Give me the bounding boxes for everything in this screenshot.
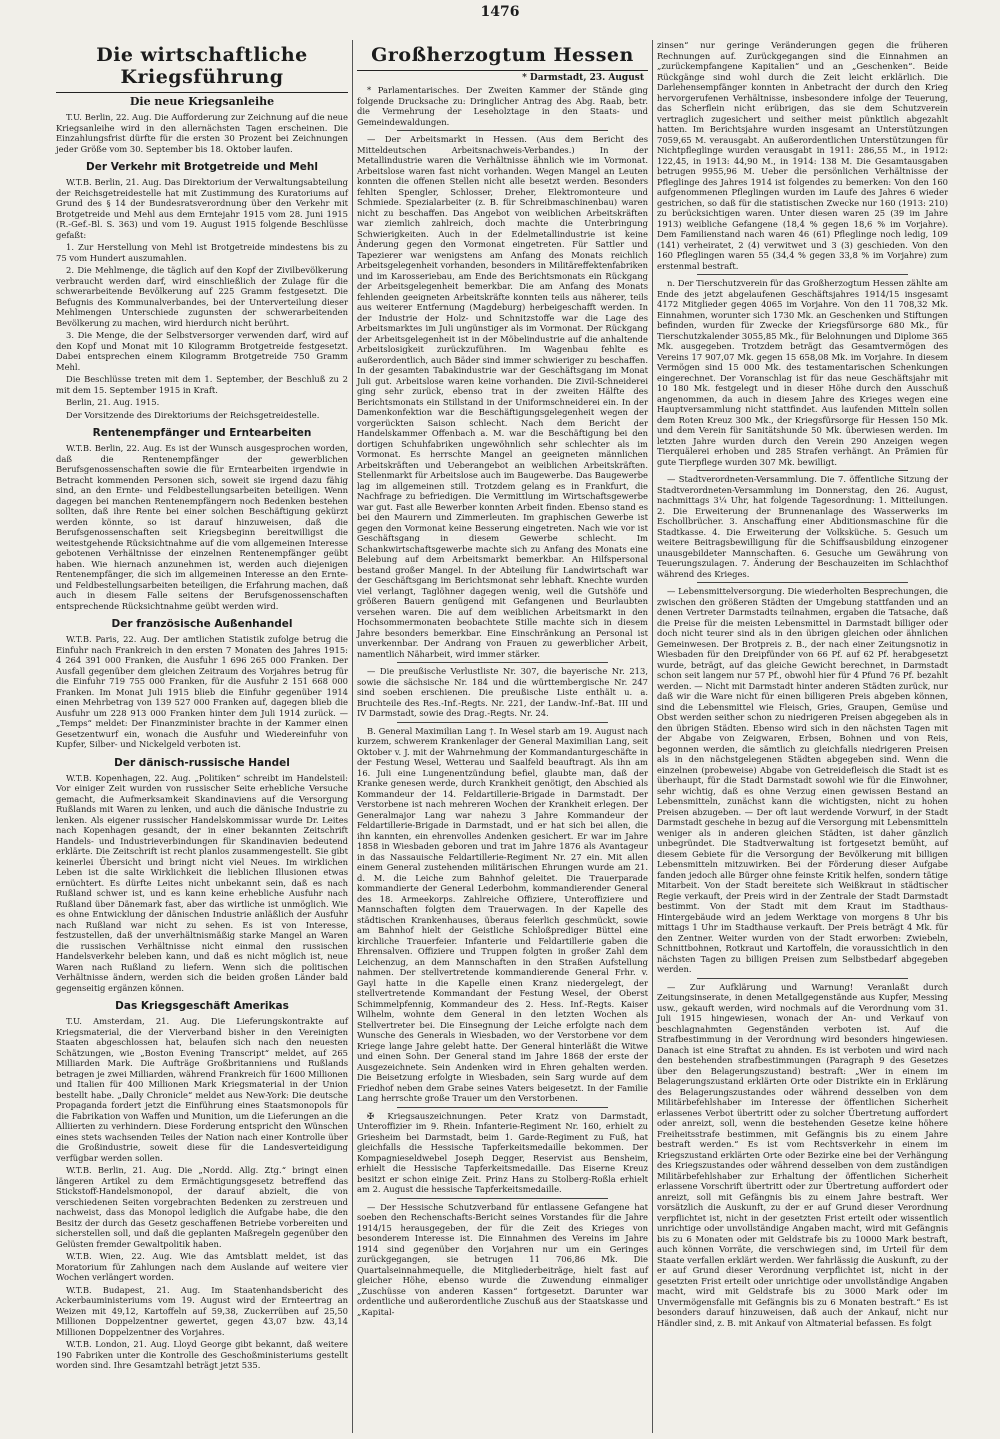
article-paragraph: W.T.B. Berlin, 22. Aug. Es ist der Wunsch ausgesprochen worden, daß die Rentenempfänger der gewerblichen Berufsgenossenschaften sowie die für Erntearbeiten irgendwie in Betracht kommenden Personen sich, soweit sie irgend dazu fähig sind, an den Ernte- und Feldbestellungsarbeiten beteiligen. Wenn dagegen bei manchen Rentenempfängern noch Bedenken bestehen sollten, daß ihre Rente bei einer solchen Beschäftigung gekürzt werden könnte, so ist darauf hinzuweisen, daß die Berufsgenossenschaften seit Kriegsbeginn bereitwilligst die weitestgehende Rücksichtnahme auf die vom allgemeinen Interesse gebotenen Verhältnisse der einzelnen Rentenempfänger geübt haben. Wie hiernach anzunehmen ist, werden auch diejenigen Rentenempfänger, die sich im allgemeinen Interesse an den Ernte- und Feldbestellungsarbeiten beteiligen, die Erfahrung machen, daß auch in diesem Falle seitens der Berufsgenossenschaften entsprechende Rücksichtnahme geübt werden wird.: [56, 443, 348, 611]
article-paragraph: W.T.B. Kopenhagen, 22. Aug. „Politiken“ schreibt im Handelsteil: Vor einiger Zeit wurden von russischer Seite erhebliche Versuche gemacht, die Aufmerksamkeit Skandinaviens auf die Versorgung Rußlands mit Waren zu lenken, und auch die dänische Industrie zu lenken. Als eigener russischer Handelskommissar wurde Dr. Leites nach Kopenhagen gesandt, der in einer bekannten Zeitschrift Handels- und Industrieverbindungen für Skandinavien bedeutend erklärte. Die Zeitschrift ist recht planlos zusammengestellt. Sie gibt keinerlei Übersicht und bringt nicht viel Neues. Im wirklichen Leben ist die salte Wirklichkeit die lieblichen Illusionen etwas ernüchtert. Es dürfte Leites nicht unbekannt sein, daß es nach Rußland schwer ist, und es kann keine erhebliche Ausfuhr nach Rußland über Dänemark fast, aber das wirtliche ist unmöglich. Wie es ohne Entwicklung der dänischen Industrie anläßlich der Ausfuhr nach Rußland war nicht zu sehen. Es ist von Interesse, festzustellen, daß der unverhältnismäßig starke Mangel an Waren die russischen Verhältnisse nicht einmal den russischen Handelsverkehr beleben kann, und daß es nicht möglich ist, neue Waren nach Rußland zu liefern. Wenn sich die politischen Verhältnisse ändern, werden sich die beiden großen Länder bald gegenseitig ergänzen können.: [56, 772, 348, 993]
article-paragraph: 3. Die Menge, die der Selbstversorger verwenden darf, wird auf den Kopf und Monat mit 10 Kilogramm Brotgetreide festgesetzt. Dabei entsprechen einem Kilogramm Brotgetreide 750 Gramm Mehl.: [56, 330, 348, 372]
section-title-war-economy: Die wirtschaftliche Kriegsführung: [56, 44, 348, 93]
article-paragraph: W.T.B. Berlin, 21. Aug. Die „Nordd. Allg. Ztg.“ bringt einen längeren Artikel zu dem Ermächtigungsgesetz betreffend das Stickstoff-Handelsmonopol, der darauf abzielt, die von verschiedenen Seiten vorgebrachten Bedenken zu zerstreuen und nachweist, dass das Monopol lediglich die Aufgabe habe, die den Besitz der durch das Gesetz geschaffenen Betriebe vorbereiten und sicherstellen soll, und daß die geplanten Maßregeln gegenüber den Gelüsten fremder Gewaltpolitik haben.: [56, 1165, 348, 1249]
article-paragraph: W.T.B. London, 21. Aug. Lloyd George gibt bekannt, daß weitere 190 Fabriken unter die Kontrolle des Geschoßministeriums gestellt worden sind. Ihre Gesamtzahl beträgt jetzt 535.: [56, 1339, 348, 1370]
divider: [397, 722, 608, 723]
divider: [697, 978, 908, 979]
divider: [397, 130, 608, 131]
article-paragraph: W.T.B. Wien, 22. Aug. Wie das Amtsblatt meldet, ist das Moratorium für Zahlungen nach dem Auslande auf weitere vier Wochen verlängert worden.: [56, 1251, 348, 1282]
article-paragraph: W.T.B. Berlin, 21. Aug. Das Direktorium der Verwaltungsabteilung der Reichsgetreidestelle hat mit Zustimmung des Kuratoriums auf Grund des § 14 der Bundesratsverordnung über den Verkehr mit Brotgetreide und Mehl aus dem Erntejahr 1915 vom 28. Juni 1915 (R.-Gef.-Bl. S. 363) und vom 19. August 1915 folgende Beschlüsse gefaßt:: [56, 177, 348, 240]
columns: [52, 40, 970, 1433]
article-paragraph: — Der Arbeitsmarkt in Hessen. (Aus dem Bericht des Mitteldeutschen Arbeitsnachweis-Verbandes.) In der Metallindustrie waren die Verhältnisse ähnlich wie im Vormonat. Arbeitslose waren fast nicht vorhanden. Wegen Mangel an Leuten konnten die offenen Stellen nicht alle besetzt werden. Besonders fehlten Spengler, Schlosser, Dreher, Elektromonteure und Schmiede. Spezialarbeiter (z. B. für Schreibmaschinenbau) waren nicht zu beschaffen. Das Angebot von weiblichen Arbeitskräften war ziemlich zahlreich, doch machte die Unterbringung Schwierigkeiten. Auch in der Edelmetallindustrie ist keine Änderung gegen den Vormonat eingetreten. Für Sattler und Tapezierer war wenigstens am Anfang des Monats reichlich Arbeitsgelegenheit vorhanden, besonders in Militäreffektenfabriken und im Karosseriebau, am Ende des Berichtsmonats ein Rückgang der Arbeitsgelegenheit bemerkbar. Die am Anfang des Monats fehlenden geeigneten Arbeitskräfte konnten teils aus näherer, teils aus weiterer Entfernung (Magdeburg) herbeigeschafft werden. In der Industrie der Holz- und Schnitzstoffe war die Lage des Arbeitsmarktes im Juli ungünstiger als im Vormonat. Der Rückgang der Arbeitsgelegenheit ist in der Möbelindustrie auf die anhaltende Arbeitslosigkeit zurückzuführen. Im Wagenbau fehlte es außerordentlich, auch Bäder sind immer schwieriger zu beschaffen. In der gesamten Tabakindustrie war der Geschäftsgang im Monat Juli gut. Arbeitslose waren keine vorhanden. Die Zivil-Schneiderei ging sehr zurück, ebenso trat in der zweiten Hälfte des Berichtsmonats ein Stillstand in der Uniformschneiderei ein. In der Damenkonfektion war die Beschäftigungsgelegenheit wegen der vorgerückten Saison schlecht. Nach dem Bericht der Handelskammer Offenbach a. M. war die Beschäftigung bei den dortigen Schuhfabriken ungewöhnlich sehr schlechter als im Vormonat. Es herrschte Mangel an geeigneten männlichen Arbeitskräften und Ueberangebot an weiblichen Arbeitskräften. Stellenmarkt für Arbeitslose auch im Baugewerbe. Das Baugewerbe lag im allgemeinen still. Trotzdem gelang es in Frankfurt, die Nachfrage zu befriedigen. Die Vermittlung im Wirtschaftsgewerbe war gut. Fast alle Bewerber konnten Arbeit finden. Ebenso stand es bei den Maurern und Zimmerleuten. Im graphischen Gewerbe ist gegen den Vormonat keine Besserung eingetreten. Nach wie vor ist Geschäftsgang in diesem Gewerbe schlecht. Im Schankwirtschaftsgewerbe machte sich zu Anfang des Monats eine Belebung auf dem Arbeitsmarkt bemerkbar. An Hilfspersonal bestand großer Mangel. In der Abteilung für Landwirtschaft war der Geschäftsgang im Berichtsmonat sehr lebhaft. Knechte wurden viel verlangt, Taglöhner dagegen wenig, weil die Gutshöfe und größeren Bauern genügend mit Gefangenen und Beurlaubten versehen waren. Die auf dem weiblichen Arbeitsmarkt in den Hochsommermonaten beobachtete Stille machte sich in diesem Jahre besonders bemerkbar. Eine Einschränkung an Personal ist unverkennbar. Der Andrang von Frauen zu gewerblicher Arbeit, namentlich Näharbeit, wird immer stärker.: [357, 134, 648, 659]
section-title-hessen: Großherzogtum Hessen: [357, 44, 648, 71]
dateline: * Darmstadt, 23. August: [522, 73, 644, 83]
article-paragraph: — Lebensmittelversorgung. Die wiederholten Besprechungen, die zwischen den größeren Städten der Umgebung stattfanden und an denen Vertreter Darmstadts teilnahmen, ergaben die Tatsache, daß die Preise für die meisten Lebensmittel in Darmstadt billiger oder doch nicht teurer sind als in den übrigen gleichen oder ähnlichen Gemeinwesen. Der Brotpreis z. B., der nach einer Zeitungsnotiz in Wiesbaden für den Dreipfünder von 66 Pf. auf 62 Pf. herabgesetzt wurde, beträgt, auf das gleiche Gewicht berechnet, in Darmstadt schon seit langem nur 57 Pf., obwohl hier für 4 Pfund 76 Pf. bezahlt werden. — Nicht mit Darmstadt hinter anderen Städten zurück, nur daß wir die Ware nicht für einen billigeren Preis abgeben können, sind die Lebensmittel wie Fleisch, Gries, Graupen, Gemüse und Obst werden seither schon zu niedrigeren Preisen abgegeben als in den übrigen Städten. Ebenso wird sich in den nächsten Tagen mit der Abgabe von Zeigwaren, Erbsen, Bohnen und von Reis, begonnen werden, die sämtlich zu gleichfalls niedrigeren Preisen als in den nächstgelegenen Städten abgegeben sind. Wenn die einzelnen (probeweise) Abgabe von Getreidefleisch die Stadt ist es überhaupt, für die Stadt Darmstadt sowohl wie für die Einwohner, sehr wichtig, daß es ohne Verzug einen gewissen Bestand an Lebensmitteln, zunächst kann die wichtigsten, nicht zu hohen Preisen abzugeben. — Der oft laut werdende Vorwurf, in der Stadt Darmstadt geschehe in bezug auf die Versorgung mit Lebensmitteln weniger als in anderen gleichen Städten, ist daher gänzlich unbegründet. Die Stadtverwaltung ist fortgesetzt bemüht, auf diesem Gebiete für die Versorgung der Bevölkerung mit billigen Lebensmitteln mitzuwirken. Bei der Förderung dieser Aufgabe fanden jedoch alle Bürger ohne feinste Kritik helfen, sondern tätige Mitarbeit. Von der Stadt bereitete sich Weißkraut in städtischer Regie verkauft, der Preis wird in der Zentrale der Stadt Darmstadt bestimmt. Von der Stadt mit dem Kraut im Stadthaus-Hintergebäude wird an jedem Werktage von morgens 8 Uhr bis mittags 1 Uhr im Stadthause verkauft. Der Preis beträgt 4 Mk. für den Zentner. Weiter wurden von der Stadt erworben: Zwiebeln, Schnittbohnen, Rotkraut und Kartoffeln, die voraussichtlich in den nächsten Tagen zu billigen Preisen zum Selbstbedarf abgegeben werden.: [657, 586, 948, 974]
article-paragraph: T.U. Berlin, 22. Aug. Die Aufforderung zur Zeichnung auf die neue Kriegsanleihe wird in den allernächsten Tagen erscheinen. Die Einzahlungsfrist dürfte für die ersten 30 Prozent bei Zeichnungen jeder Größe vom 30. September bis 18. Oktober laufen.: [56, 112, 348, 154]
article-heading-war-loan: Die neue Kriegsanleihe: [129, 95, 275, 108]
article-heading-pensioners: Rentenempfänger und Erntearbeiten: [92, 427, 312, 439]
article-paragraph: W.T.B. Paris, 22. Aug. Der amtlichen Statistik zufolge betrug die Einfuhr nach Frankreich in den ersten 7 Monaten des Jahres 1915: 4 264 391 000 Franken, die Ausfuhr 1 696 265 000 Franken. Der Ausfall gegenüber dem gleichen Zeitraum des Vorjahres betrug für die Einfuhr 719 755 000 Franken, für die Ausfuhr 2 151 668 000 Franken. Im Monat Juli 1915 blieb die Einfuhr gegenüber 1914 einen Mehrbetrag von 139 527 000 Franken auf, dagegen blieb die Ausfuhr um 228 913 000 Franken hinter dem Juli 1914 zurück. — „Temps“ meldet: Der Finanzminister brachte in der Kammer einen Gesetzentwurf ein, wonach die Ausfuhr und Wiedereinfuhr von Kupfer, Silber- und Nickelgeld verboten ist.: [56, 634, 348, 749]
article-paragraph: 1. Zur Herstellung von Mehl ist Brotgetreide mindestens bis zu 75 vom Hundert auszumahlen.: [56, 242, 348, 263]
article-paragraph: — Zur Aufklärung und Warnung! Veranlaßt durch Zeitungsinserate, in denen Metallgegenstände aus Kupfer, Messing usw., gekauft werden, wird nochmals auf die Verordnung vom 31. Juli 1915 hingewiesen, wonach der An- und Verkauf von beschlagnahmten Gegenständen verboten ist. Auf die Strafbestimmung in der Verordnung wird besonders hingewiesen. Danach ist eine Straftat zu ahnden. Es ist verboten und wird nach den bestehenden strafbestimmungen (Paragraph 9 des Gesetzes über den Belagerungszustand) bestraft: „Wer in einem im Belagerungszustand erklärten Orte oder Distrikte ein in Erklärung des Belagerungszustandes oder während desselben von dem Militärbefehlshaber im Interesse der öffentlichen Sicherheit erlassenes Verbot übertritt oder zu solcher Übertretung auffordert oder anreizt, soll, wenn die bestehenden Gesetze keine höhere Freiheitsstrafe bestimmen, mit Gefängnis bis zu einem Jahre bestraft werden.“ Es ist vom Rechtsverkehr in einem im Kriegszustand erklärten Orte oder Bezirke eine bei der Verhängung des Kriegszustandes oder während desselben von dem zuständigen Militärbefehlshaber zur Erhaltung der öffentlichen Sicherheit erlassene Vorschrift übertritt oder zur Übertretung auffordert oder anreizt, soll mit Gefängnis bis zu einem Jahre bestraft. Wer vorsätzlich die Auskunft, zu der er auf Grund dieser Verordnung verpflichtet ist, nicht in der gesetzten Frist erteilt oder wissentlich unrichtige oder unvollständige Angaben macht, wird mit Gefängnis bis zu 6 Monaten oder mit Geldstrafe bis zu 10000 Mark bestraft, auch können Vorräte, die verschwiegen sind, im Urteil für dem Staate verfallen erklärt werden. Wer fahrlässig die Auskunft, zu der er auf Grund dieser Verordnung verpflichtet ist, nicht in der gesetzten Frist erteilt oder unrichtige oder unvollständige Angaben macht, wird mit Geldstrafe bis zu 3000 Mark oder im Unvermögensfalle mit Gefängnis bis zu 6 Monaten bestraft.“ Es ist besonders darauf hinzuweisen, daß auch der Ankauf, nicht nur Händler sind, z. B. mit Ankauf von Altmaterial befassen. Es folgt: [657, 981, 948, 1328]
article-paragraph: n. Der Tierschutzverein für das Großherzogtum Hessen zählte am Ende des jetzt abgelaufenen Geschäftsjahres 1914/15 insgesamt 4172 Mitglieder gegen 4065 im Vorjahre. Von den 11 708,32 Mk. Einnahmen, worunter sich 1730 Mk. an Geschenken und Stiftungen befinden, wurden für Zwecke der Kriegsfürsorge 680 Mk., für Tierschutzkalender 3055,85 Mk., für Belohnungen und Diplome 365 Mk. ausgegeben. Trotzdem beträgt das Gesamtvermögen des Vereins 17 907,07 Mk. gegen 15 658,08 Mk. im Vorjahre. In diesem Vermögen sind 15 000 Mk. des testamentarischen Schenkungen eingerechnet. Der Voranschlag ist für das neue Geschäftsjahr mit 10 180 Mk. festgelegt und in dieser Höhe durch den Ausschuß angenommen, da auch in diesem Jahre des Krieges wegen eine Hauptversammlung nicht stattfindet. Aus laufenden Mitteln sollen dem Roten Kreuz 300 Mk., der Kriegsfürsorge für Hessen 150 Mk. und dem Verein für Sanitätshunde 50 Mk. überwiesen werden. Im letzten Jahre wurden durch den Verein 290 Anzeigen wegen Tierquälerei erhoben und 285 Strafen verhängt. An Prämien für gute Tierpflege wurden 307 Mk. bewilligt.: [657, 278, 948, 467]
article-paragraph: Die Beschlüsse treten mit dem 1. September, der Beschluß zu 2 mit dem 15. September 1915 in Kraft.: [56, 374, 348, 395]
divider: [697, 582, 908, 583]
article-paragraph: 2. Die Mehlmenge, die täglich auf den Kopf der Zivilbevölkerung verbraucht werden darf, wird einschließlich der Zulage für die schwerarbeitende Bevölkerung auf 225 Gramm festgesetzt. Die Befugnis des Kommunalverbandes, bei der Unterverteilung dieser Mehlmengen Unterschiede zugunsten der schwerarbeitenden Bevölkerung zu machen, wird hierdurch nicht berührt.: [56, 265, 348, 328]
article-paragraph: — Stadtverordneten-Versammlung. Die 7. öffentliche Sitzung der Stadtverordneten-Versammlung im Donnerstag, den 26. August, nachmittags 3¼ Uhr, hat folgende Tagesordnung: 1. Mitteilungen. 2. Die Erweiterung der Brunnenanlage des Wasserwerks im Eschollbrücher. 3. Anschaffung einer Abditionsmaschine für die Stadtkasse. 4. Die Erweiterung der Volksküche. 5. Gesuch um weitere Beitragsbewilligung für die Schiffsausbildung einzogener unausgebildeter Mannschaften. 6. Gesuche um Gewährung von Teuerungszulagen. 7. Änderung der Beschauzeiten im Schlachthof während des Krieges.: [657, 474, 948, 579]
article-heading-danish-russian-trade: Der dänisch-russische Handel: [114, 756, 290, 769]
article-paragraph: * Parlamentarisches. Der Zweiten Kammer der Stände ging folgende Drucksache zu: Dringlicher Antrag des Abg. Raab, betr. die Vermehrung der Leseholztage in den Staats- und Gemeindewaldungen.: [357, 85, 648, 127]
page-number: 1476: [480, 4, 520, 20]
article-paragraph: — Der Hessische Schutzverband für entlassene Gefangene hat soeben den Rechenschafts-Bericht seines Vorstandes für die Jahre 1914/15 herausgegeben, der für die Zeit des Krieges von besonderem Interesse ist. Die Einnahmen des Vereins im Jahre 1914 sind gegenüber den Vorjahren nur um ein Geringes zurückgegangen, sie betrugen 11 706,86 Mk. Die Quartalseinnahmequelle, die Mitgliederbeiträge, hielt fast auf gleicher Höhe, ebenso wurde die Zuwendung einmaliger „Zuschüsse von anderen Kassen“ fortgesetzt. Darunter war ordentliche und außerordentliche Zuschuß aus der Staatskasse und „Kapital-: [357, 1201, 648, 1317]
article-paragraph: ✠ Kriegsauszeichnungen. Peter Kratz von Darmstadt, Unteroffizier im 9. Rhein. Infanterie-Regiment Nr. 160, erhielt zu Griesheim bei Darmstadt, beim 1. Garde-Regiment zu Fuß, hat gleichfalls die Hessische Tapferkeitsmedaille bekommen. Der Kompagnieseldwebel Joseph Degger, Reservist aus Bensheim, erhielt die Hessische Tapferkeitsmedaille. Das Eiserne Kreuz besitzt er schon einige Zeit. Prinz Hans zu Stolberg-Roßla erhielt am 2. August die hessische Tapferkeitsmedaille.: [357, 1110, 648, 1194]
column-right: [652, 40, 952, 1433]
article-heading-american-war-business: Das Kriegsgeschäft Amerikas: [115, 1000, 289, 1012]
divider: [397, 1107, 608, 1108]
article-paragraph: Der Vorsitzende des Direktoriums der Reichsgetreidestelle.: [66, 409, 320, 420]
divider: [397, 1198, 608, 1199]
article-paragraph: W.T.B. Budapest, 21. Aug. Im Staatenhandsbericht des Ackerbauministeriums vom 19. August wird der Ernteertrag an Weizen mit 49,12, Kartoffeln auf 59,38, Zuckerrüben auf 25,50 Millionen Doppelzentner gewertet, gegen 43,07 bzw. 43,14 Millionen Doppelzentner des Vorjahres.: [56, 1284, 348, 1337]
column-left: [52, 40, 352, 1433]
divider: [697, 274, 908, 275]
column-middle: [352, 40, 652, 1433]
divider: [397, 662, 608, 663]
article-paragraph: zinsen“ nur geringe Veränderungen gegen die früheren Rechnungen auf. Zurückgegangen sind die Einnahmen an „zurückempfangene Kapitalien“ und an „Geschenken“. Beide Rückgänge sind wohl durch die Zeit leicht erklärlich. Die Darlehensempfänger konnten in Anbetracht der durch den Krieg hervorgerufenen Verhältnisse, insbesondere infolge der Teuerung, das Scherflein nicht erübrigen, das sie dem Schutzverein vertraglich zugesichert und seither meist pünktlich abgezahlt hatten. Im Berichtsjahre wurden insgesamt an Unterstützungen 7059,65 M. verausgabt. An außerordentlichen Unterstützungen für Nichtpfleglinge wurden verausgabt in 1911: 286,55 M., in 1912: 122,45, in 1913: 44,90 M., in 1914: 138 M. Die Gesamtausgaben betrugen 9955,96 M. Ueber die persönlichen Verhältnisse der Pfleglinge des Jahres 1914 ist folgendes zu bemerken: Von den 160 aufgenommenen Pfleglingen wurden im Laufe des Jahres 6 wieder gestrichen, so daß für die statistischen Zwecke nur 160 (1913: 210) zu berücksichtigen waren. Unter diesen waren 25 (39 im Jahre 1913) weibliche Gefangene (18,4 % gegen 18,6 % im Vorjahre). Dem Familienstand nach waren 46 (61) Pfleglinge noch ledig, 109 (141) verheiratet, 2 (4) verwitwet und 3 (3) geschieden. Von den 160 Pfleglingen waren 55 (34,4 % gegen 33,8 % im Vorjahre) zum erstenmal bestraft.: [657, 40, 948, 271]
article-paragraph: B. General Maximilian Lang †. In Wesel starb am 19. August nach kurzem, schwerem Krankenlager der General Maximilian Lang, seit Oktober v. J. mit der Wahrnehmung der Kommandanturgeschäfte in der Festung Wesel, Wetterau und Saalfeld beauftragt. Als ihn am 16. Juli eine Lungenentzündung befiel, glaubte man, daß der Kranke genesen werde, durch Krankheit genötigt, den Abschied als Kommandeur der 14. Feldartillerie-Brigade in Darmstadt. Der Verstorbene ist nach mehreren Wochen der Krankheit erlegen. Der Generalmajor Lang war nahezu 3 Jahre Kommandeur der Feldartillerie-Brigade in Darmstadt, und er hat sich bei allen, die ihn kannten, ein ehrenvolles Andenken gesichert. Er war im Jahre 1858 in Wiesbaden geboren und trat im Jahre 1876 als Avantageur in das Nassauische Feldartillerie-Regiment Nr. 27 ein. Mit allen einem General zustehenden militärischen Ehrungen wurde am 21. d. M. die Leiche zum Bahnhof geleitet. Die Trauerparade kommandierte der General Lederbohm, kommandierender General des 18. Armeekorps. Zahlreiche Offiziere, Unteroffiziere und Mannschaften folgten dem Trauerwagen. In der Kapelle des städtischen Krankenhauses, überaus feierlich geschmückt, sowie am Bahnhof hielt der Geistliche Schloßprediger Büttel eine kirchliche Trauerfeier. Infanterie und Feldartillerie gaben die Ehrensalven. Offiziere und Truppen folgten in großer Zahl dem Leichenzug, an dem Mannschaften in den Straßen Aufstellung nahmen. Der stellvertretende kommandierende General Frhr. v. Gayl hatte in die Kapelle einen Kranz niedergelegt, der stellvertretende Kommandant der Festung Wesel, der Oberst Schimmelpfennig, Kommandeur des 2. Hess. Inf.-Regts. Kaiser Wilhelm, wohnte dem General in den letzten Wochen als Stellvertreter bei. Die Einsegnung der Leiche erfolgte nach dem Wunsche des Generals in Wiesbaden, wo der Verstorbene vor dem Kriege lange Jahre gelebt hatte. Der General hinterläßt die Witwe und einen Sohn. Der General stand im Jahre 1868 der erste der Ausgezeichnete. Sein Andenken wird in Ehren gehalten werden. Die Beisetzung erfolgte in Wiesbaden, sein Sarg wurde auf dem Friedhof neben dem Grabe seines Vaters beigesetzt. In der Familie Lang herrschte große Trauer um den Verstorbenen.: [357, 725, 648, 1103]
article-paragraph: Berlin, 21. Aug. 1915.: [66, 397, 160, 407]
article-paragraph: T.U. Amsterdam, 21. Aug. Die Lieferungskontrakte auf Kriegsmaterial, die der Vierverband bisher in den Vereinigten Staaten abgeschlossen hat, belaufen sich nach den neuesten Schätzungen, wie „Boston Evening Transcript“ meldet, auf 265 Milliarden Mark. Die Aufträge Großbritanniens und Rußlands betragen je zwei Milliarden, während Frankreich für 1600 Millionen und Italien für 400 Millionen Mark Kriegsmaterial in der Union bestellt habe. „Daily Chronicle“ meldet aus New-York: Die deutsche Propaganda fordert jetzt die Einführung eines Staatsmonopols für die Fabrikation von Waffen und Munition, um die Lieferungen an die Alliierten zu verhindern. Diese Forderung entspricht den Wünschen eines stets wachsenden Teiles der Nation nach einer Kontrolle über die Großindustrie, soweit diese für die Landesverteidigung verfügbar werden sollen.: [56, 1016, 348, 1163]
article-paragraph: — Die preußische Verlustliste Nr. 307, die bayerische Nr. 213, sowie die sächsische Nr. 184 und die württembergische Nr. 247 sind soeben erschienen. Die preußische Liste enthält u. a. Bruchteile des Res.-Inf.-Regts. Nr. 221, der Landw.-Inf.-Bat. III und IV Darmstadt, sowie des Drag.-Regts. Nr. 24.: [357, 666, 648, 718]
divider: [697, 470, 908, 471]
article-heading-french-trade: Der französische Außenhandel: [111, 618, 293, 630]
article-heading-bread-grain: Der Verkehr mit Brotgetreide und Mehl: [86, 161, 318, 173]
